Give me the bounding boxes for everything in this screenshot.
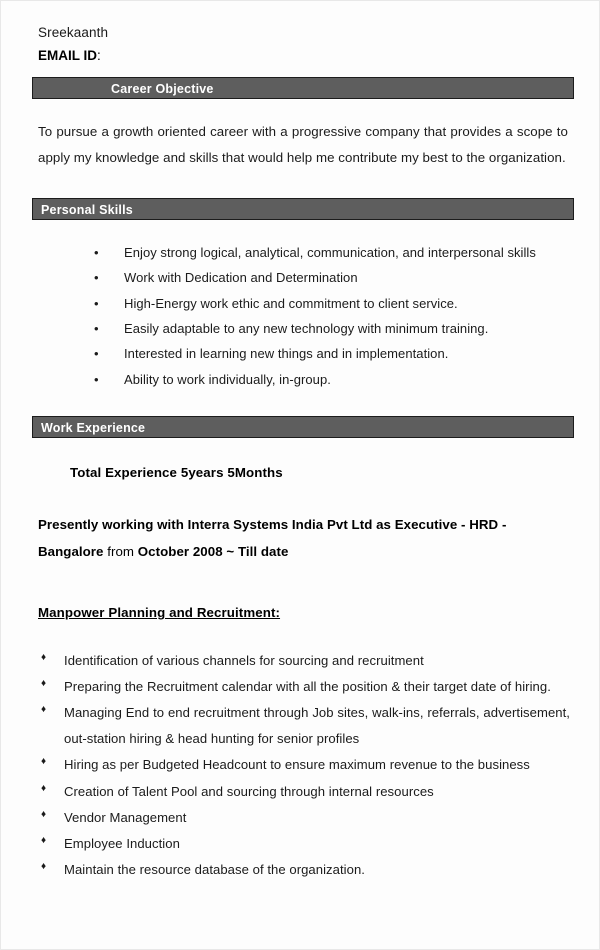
list-item: ♦ Employee Induction — [32, 831, 574, 857]
current-role — [32, 512, 574, 565]
current-role-part1: Presently working with Interra Systems India Pvt Ltd as Executive - HRD - Bangalore — [38, 516, 507, 559]
list-item: ♦ Maintain the resource database of the organization. — [32, 857, 574, 883]
section-header-work-experience: Work Experience — [32, 416, 574, 438]
list-item: ♦ Creation of Talent Pool and sourcing through internal resources — [32, 779, 574, 805]
list-item: • Ability to work individually, in-group. — [32, 367, 574, 392]
list-item: • High-Energy work ethic and commitment to client service. — [32, 291, 574, 316]
total-experience: Total Experience 5years 5Months — [70, 465, 283, 481]
resume-content — [1, 1, 599, 883]
list-item: • Interested in learning new things and in implementation. — [32, 341, 574, 366]
manpower-planning-list — [32, 648, 574, 884]
current-role-connector: from — [103, 543, 138, 559]
career-objective-body: To pursue a growth oriented career with a progressive company that provides a scope to apply my knowledge and skills that would help me contribute my best to the organization. — [38, 123, 568, 166]
list-item: • Enjoy strong logical, analytical, communication, and interpersonal skills — [32, 240, 574, 265]
list-item: ♦ Managing End to end recruitment through Job sites, walk-ins, referrals, advertisement, out-station hiring & head hunting for senior profiles — [32, 700, 574, 752]
list-item: ♦ Hiring as per Budgeted Headcount to ensure maximum revenue to the business — [32, 752, 574, 778]
email-id-colon: : — [97, 47, 101, 63]
subsection-title-manpower-planning: Manpower Planning and Recruitment: — [38, 605, 281, 621]
section-header-personal-skills: Personal Skills — [32, 198, 574, 220]
email-id-label — [32, 46, 574, 67]
personal-skills-list — [32, 240, 574, 392]
subsection-title-wrapper — [32, 602, 574, 623]
section-header-career-objective: Career Objective — [32, 77, 574, 99]
candidate-name: Sreekaanth — [38, 25, 109, 40]
list-item: • Easily adaptable to any new technology with minimum training. — [32, 316, 574, 341]
current-role-part2: October 2008 ~ Till date — [137, 543, 289, 559]
list-item: ♦ Vendor Management — [32, 805, 574, 831]
list-item: ♦ Identification of various channels for sourcing and recruitment — [32, 648, 574, 674]
email-id-text: EMAIL ID — [38, 47, 98, 63]
list-item: ♦ Preparing the Recruitment calendar with all the position & their target date of hiring. — [32, 674, 574, 700]
list-item: • Work with Dedication and Determination — [32, 265, 574, 290]
